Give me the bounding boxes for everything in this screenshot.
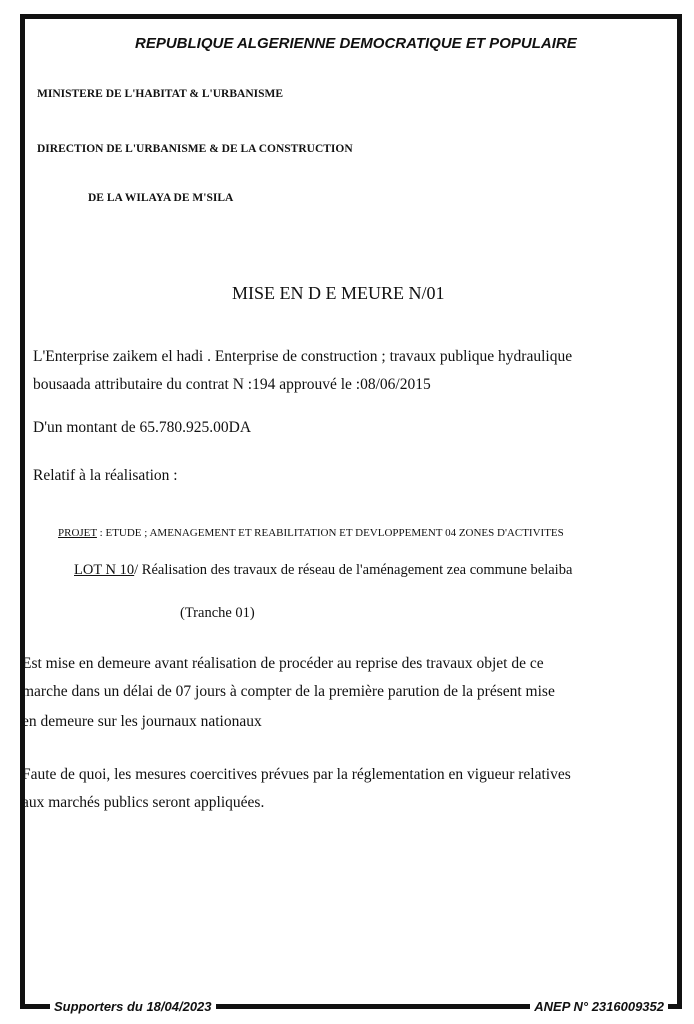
wilaya-heading: DE LA WILAYA DE M'SILA [88, 192, 234, 204]
paragraph-1-line-2: marche dans un délai de 07 jours à compter de la première parution de la présent mise [22, 683, 555, 700]
paragraph-2-line-2: aux marchés publics seront appliquées. [22, 794, 265, 811]
notice-title: MISE EN D E MEURE N/01 [232, 283, 445, 303]
footer-rule [20, 1004, 50, 1009]
footer-rule [668, 1004, 682, 1009]
supporters-date: Supporters du 18/04/2023 [54, 998, 212, 1014]
lot-label: LOT N 10 [74, 562, 135, 578]
tranche: (Tranche 01) [180, 605, 255, 621]
footer-rule [216, 1004, 531, 1009]
footer-bar [20, 996, 682, 1016]
body-line-1: L'Enterprise zaikem el hadi . Enterprise de construction ; travaux publique hydraulique [33, 348, 573, 365]
paragraph-1-line-3: en demeure sur les journaux nationaux [22, 713, 262, 730]
contract-amount: D'un montant de 65.780.925.00DA [33, 419, 252, 436]
projet-line [58, 527, 564, 539]
ministry-heading: MINISTERE DE L'HABITAT & L'URBANISME [37, 88, 284, 100]
body-line-2: bousaada attributaire du contrat N :194 approuvé le :08/06/2015 [33, 376, 431, 393]
paragraph-1-line-1: Est mise en demeure avant réalisation de procéder au reprise des travaux objet de ce [22, 655, 544, 672]
direction-heading: DIRECTION DE L'URBANISME & DE LA CONSTRUCTION [37, 143, 353, 155]
paragraph-2-line-1: Faute de quoi, les mesures coercitives prévues par la réglementation en vigueur relatives [22, 766, 571, 783]
relatif-line: Relatif à la réalisation : [33, 467, 178, 484]
projet-text: : ETUDE ; AMENAGEMENT ET REABILITATION ET DEVLOPPEMENT 04 ZONES D'ACTIVITES [96, 527, 564, 539]
projet-label: PROJET [58, 527, 97, 539]
lot-text: / Réalisation des travaux de réseau de l'aménagement zea commune belaiba [134, 562, 573, 578]
republic-heading: REPUBLIQUE ALGERIENNE DEMOCRATIQUE ET POPULAIRE [135, 35, 577, 52]
anep-number: ANEP N° 2316009352 [534, 998, 664, 1014]
document-border [20, 14, 682, 1007]
lot-line [74, 562, 572, 579]
